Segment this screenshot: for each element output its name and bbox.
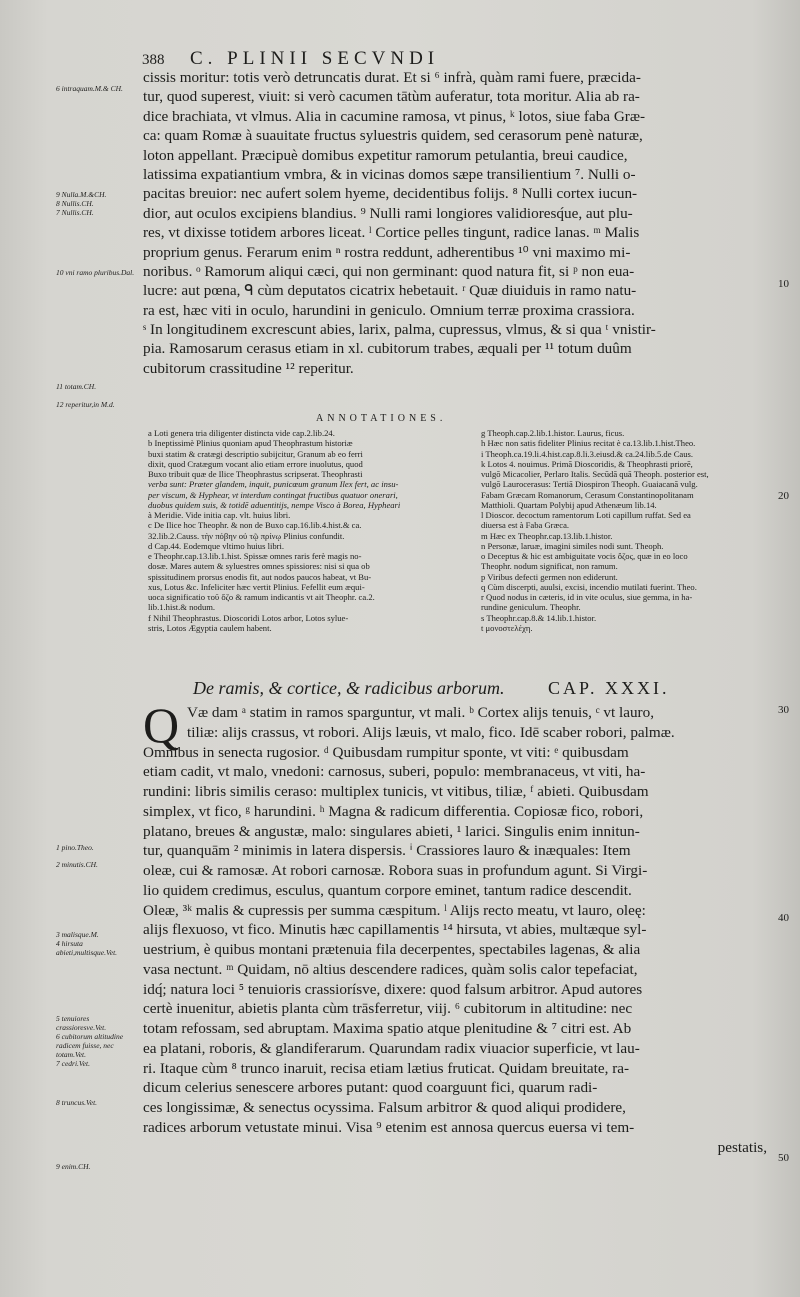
annotation-line: dosæ. Mares autem & syluestres omnes spissiores: nisi si qua ob xyxy=(148,561,370,572)
text-line: ri. Itaque cùm ⁸ trunco inaruit, recisa etiam lætius fruticat. Quidam breuitate, ra- xyxy=(143,1059,630,1077)
margin-note: 1 pino.Theo. xyxy=(56,843,94,852)
annotations-left-column xyxy=(148,428,473,633)
text-line: etiam cadit, vt malo, vnedoni: carnosus, suberi, populo: membranaceus, vt viti, ha- xyxy=(143,763,646,781)
margin-note: 5 tenuiores crassioresve.Vet. 6 cubitorum altitudine radicem fuisse, nec totam.Vet. 7 cedri.Vet. xyxy=(56,1014,124,1068)
annotations-heading: ANNOTATIONES. xyxy=(316,413,447,424)
main-text-chapter xyxy=(143,703,773,1157)
annotation-line: e Theophr.cap.13.lib.1.hist. Spissæ omnes raris ferè magis no- xyxy=(148,551,362,561)
text-line: vasa nectunt. ᵐ Quidam, nō altius descendere radices, quàm solis calor tepefaciat, xyxy=(143,960,638,978)
annotation-line: vulgō Micacolier, Perlaro Italis. Secūdā quā Theoph. posterior est, xyxy=(481,469,709,479)
annotation-line: d Cap.44. Eodemque vltimo huius libri. xyxy=(148,540,285,551)
drop-cap: Q xyxy=(143,697,180,753)
text-line: simplex, vt fico, ᵍ harundini. ʰ Magna & radicum differentia. Copiosæ fico, robori, xyxy=(143,802,644,820)
annotation-line: à Meridie. Vide initia cap. vlt. huius libri. xyxy=(148,510,291,520)
text-line: tur, quod superest, viuit: si verò cacumen tātùm auferatur, tota moritur. Alia ab ra- xyxy=(143,88,640,106)
annotation-line: dixit, quod Cratægum vocant alio etiam errore inuolutus, quod xyxy=(148,458,363,469)
margin-note: 6 intraquam.M.& CH. xyxy=(56,84,123,93)
text-line: dice brachiata, vt vlmus. Alia in cacumine ramosa, vt pinus, ᵏ lotos, siue faba Græ- xyxy=(143,107,646,125)
main-text-top xyxy=(143,68,773,378)
text-line: dicum celerius senescere arbores putant: quod coarguunt fici, quarum radi- xyxy=(143,1079,598,1097)
annotation-line: o Deceptus & hic est ambiguitate vocis ὄζος, quæ in eo loco xyxy=(481,551,688,561)
annotation-line: s Theophr.cap.8.& 14.lib.1.histor. xyxy=(481,612,597,623)
annotation-line: Fabam Græcam Romanorum, Cerasum Constantinopolitanam xyxy=(481,489,694,500)
text-line: tiliæ: alijs crassus, vt robori. Alijs læuis, vt malo, fico. Idē scaber robori, palmæ. xyxy=(187,723,675,741)
annotation-line: stris, Lotos Ægyptia caulem habent. xyxy=(148,622,272,633)
annotation-line: buxi statim & cratægi descriptio subijcitur, Granum ab eo ferri xyxy=(148,448,363,459)
text-line: tur, quanquām ² minimis in latera dispersis. ⁱ Crassiores lauro & inæquales: Item xyxy=(143,842,631,860)
text-line: lucre: aut pœna, ᑫ cùm deputatos cicatrix hebetauit. ʳ Quæ diuiduis in ramo natu- xyxy=(143,282,637,300)
page-number: 388 xyxy=(142,52,165,68)
margin-note: 9 Nulla.M.&CH. 8 Nullis.CH. 7 Nullis.CH. xyxy=(56,190,107,217)
margin-note: 8 truncus.Vet. xyxy=(56,1098,98,1107)
margin-note: 12 reperitur,in M.d. xyxy=(56,400,115,409)
text-line: rundini: libris similis ceraso: multiplex tunicis, vt vitibus, tiliæ, ᶠ abieti. Quibusdam xyxy=(143,783,649,800)
annotation-line: per viscum, & Hyphear, vt interdum contingat fructibus quatuor onerari, xyxy=(148,489,398,500)
annotation-line: h Hæc non satis fideliter Plinius recitat è ca.13.lib.1.hist.Theo. xyxy=(481,438,696,449)
annotation-line: vulgō Laurocerasus: Tertiā Diospiron Theoph. Guaiacanā vulg. xyxy=(481,479,698,490)
annotation-line: q Cùm discerpti, auulsi, excisi, incendio mutilati fuerint. Theo. xyxy=(481,581,697,592)
line-number: 40 xyxy=(778,912,789,924)
text-line: idq́; natura loci ⁵ tenuioris crassiorísve, dixere: quod falsum arbitror. Apud autores xyxy=(143,980,643,998)
text-line: radices arborum vetustate minui. Visa ⁹ etenim est annosa quercus euersa vi tem- xyxy=(143,1118,635,1136)
annotation-line: c De Ilice hoc Theophr. & non de Buxo cap.16.lib.4.hist.& ca. xyxy=(148,520,362,531)
annotation-line: i Theoph.ca.19.li.4.hist.cap.8.li.3.eiusd.& ca.24.lib.5.de Caus. xyxy=(481,448,694,459)
annotation-line: g Theoph.cap.2.lib.1.histor. Laurus, ficus. xyxy=(481,428,625,438)
text-line: cubitorum crassitudine ¹² reperitur. xyxy=(143,359,354,377)
text-line: oleæ, cui & ramosæ. At robori carnosæ. Robora suas in profundum agunt. Si Virgi- xyxy=(143,862,648,879)
annotation-line: a Loti genera tria diligenter distincta vide cap.2.lib.24. xyxy=(148,428,335,438)
annotation-line: spissitudinem prorsus enodis fit, aut nodos paucos habeat, vt Bu- xyxy=(148,571,372,582)
text-line: certè inuenitur, abietis planta cùm trāsferretur, viij. ⁶ cubitorum in altitudine: nec xyxy=(143,1000,633,1018)
text-line: latissima expatiantium vmbra, & in vicinas domos sæpe transilientium ⁷. Nulli o- xyxy=(143,165,636,183)
annotation-line: t μονοστελέχη. xyxy=(481,622,533,633)
annotations-right-column xyxy=(481,428,777,633)
text-line: cissis moritur: totis verò detruncatis durat. Et si ⁶ infrà, quàm rami fuere, præcida- xyxy=(143,69,641,86)
text-line: ca: quam Romæ à suauitate fructus syluestris quidem, sed cerasorum penè naturæ, xyxy=(143,127,643,145)
annotation-line: diuersa est à Faba Græca. xyxy=(481,520,570,531)
text-line: uestrium, è quibus montani prætenuia fila decerpentes, spectabiles lagenas, & alia xyxy=(143,941,641,958)
annotation-line: r Quod nodus in cæteris, id in vite oculus, siue gemma, in ha- xyxy=(481,592,693,602)
margin-note: 11 totam.CH. xyxy=(56,382,97,391)
line-number: 10 xyxy=(778,278,789,290)
annotation-line: verba sunt: Præter glandem, inquit, punicœum granum Ilex fert, ac insu- xyxy=(148,479,399,490)
margin-note: 3 malisque.M. 4 hirsuta abieti,multisque.Vet. xyxy=(56,930,118,957)
annotation-line: f Nihil Theophrastus. Dioscoridi Lotos arbor, Lotos sylue- xyxy=(148,612,349,623)
annotation-line: 32.lib.2.Causs. τὴν πόβην οὐ τῷ πρίνῳ Plinius confundit. xyxy=(148,530,345,541)
annotation-line: lib.1.hist.& nodum. xyxy=(148,602,216,613)
annotation-line: m Hæc ex Theophr.cap.13.lib.1.histor. xyxy=(481,530,613,541)
annotation-line: Theophr. nodum significat, non ramum. xyxy=(481,561,618,572)
annotation-line: l Dioscor. decoctum ramentorum Loti capillum ruffat. Sed ea xyxy=(481,510,691,520)
text-line: pacitas breuior: nec aufert solem hyeme, decidentibus folijs. ⁸ Nulli cortex iucun- xyxy=(143,185,638,203)
text-line: pia. Ramosarum cerasus etiam in xl. cubitorum trabes, æquali per ¹¹ totum duûm xyxy=(143,340,632,358)
margin-note: 9 enim.CH. xyxy=(56,1162,91,1171)
annotation-line: uoca significatio τοῦ ὄζο & ramum indicantis vt ait Theophr. ca.2. xyxy=(148,592,375,602)
text-line: ces longissimæ, & senectus ocyssima. Falsum arbitror & quod aliqui prodidere, xyxy=(143,1099,626,1116)
catchword: pestatis, xyxy=(717,1138,767,1156)
text-line: alijs flexuoso, vt fico. Minutis hæc capillamentis ¹⁴ hirsuta, vt abies, multæque syl- xyxy=(143,921,647,939)
text-line: totam refossam, sed abruptam. Maxima spatio atque plenitudine & ⁷ citri est. Ab xyxy=(143,1020,632,1037)
annotation-line: p Viribus defecti germen non ediderunt. xyxy=(481,571,618,582)
line-number: 20 xyxy=(778,490,789,502)
text-line: loton appellant. Præcipuè domibus expetitur ramorum petulantia, breui caudice, xyxy=(143,146,628,164)
text-line: ˢ In longitudinem excrescunt abies, larix, palma, cupressus, vlmus, & si qua ᵗ vnistir- xyxy=(143,321,656,339)
annotation-line: n Personæ, laruæ, imagini similes nodi sunt. Theoph. xyxy=(481,540,664,551)
text-line: Væ dam ᵃ statim in ramos sparguntur, vt mali. ᵇ Cortex alijs tenuis, ᶜ vt lauro, xyxy=(187,704,655,721)
text-line: lio quidem credimus, esculus, quantum corpore eminet, tantum radice descendit. xyxy=(143,881,632,899)
chapter-title: De ramis, & cortice, & radicibus arborum. xyxy=(193,678,505,698)
annotation-line: rundine geniculum. Theophr. xyxy=(481,602,581,613)
text-line: platano, breues & angustæ, malo: singulares abieti, ¹ larici. Singulis enim innitun- xyxy=(143,822,640,840)
text-line: proprium genus. Ferarum enim ⁿ rostra reddunt, adherentibus ¹⁰ vni maximo mi- xyxy=(143,243,631,261)
text-line: ea platani, roboris, & glandiferarum. Quarundam radix viuacior superficie, vt lau- xyxy=(143,1039,640,1057)
margin-note: 2 minutis.CH. xyxy=(56,860,98,869)
margin-notes xyxy=(0,0,140,1297)
text-line: res, vt dixisse totidem arbores liceat. ˡ Cortice pelles tingunt, radice lanas. ᵐ Malis xyxy=(143,224,640,242)
text-line: ra est, hæc viti in oculo, harundini in geniculo. Omnium terræ proxima crassiora. xyxy=(143,301,635,319)
text-line: Omnibus in senecta rugosior. ᵈ Quibusdam rumpitur sponte, vt viti: ᵉ quibusdam xyxy=(143,743,629,761)
line-number: 30 xyxy=(778,704,789,716)
margin-note: 10 vni ramo pluribus.Dal. xyxy=(56,268,135,277)
annotation-line: b Ineptissimè Plinius quoniam apud Theophrastum historiæ xyxy=(148,438,353,449)
text-line: Oleæ, ³ᵏ malis & cupressis per summa cæspitum. ˡ Alijs recto meatu, vt lauro, oleę: xyxy=(143,901,646,919)
annotation-line: duobus quidem suis, & totidē aduentitijs, nempe Visco à Borea, Hypheari xyxy=(148,499,401,510)
annotation-line: Matthioli. Quartam Polybij apud Athenæum lib.14. xyxy=(481,499,657,510)
text-line: dior, aut oculos excipiens blandius. ⁹ Nulli rami longiores validioresq́ue, aut plu- xyxy=(143,204,633,222)
annotation-line: xus, Lotus &c. Infeliciter hæc vertit Plinius. Fefellit eum æqui- xyxy=(148,581,365,592)
chapter-number: CAP. XXXI. xyxy=(548,678,670,698)
running-head: C. PLINII SECVNDI xyxy=(190,48,440,69)
annotation-line: k Lotos 4. nouimus. Primā Dioscoridis, & Theophrasti priorē, xyxy=(481,458,693,469)
annotation-line: Buxo tribuit quæ de Ilice Theophrastus scripserat. Theophrasti xyxy=(148,469,363,479)
line-number: 50 xyxy=(778,1152,789,1164)
text-line: noribus. ᵒ Ramorum aliqui cæci, qui non germinant: quod natura fit, si ᵖ non eua- xyxy=(143,262,635,280)
